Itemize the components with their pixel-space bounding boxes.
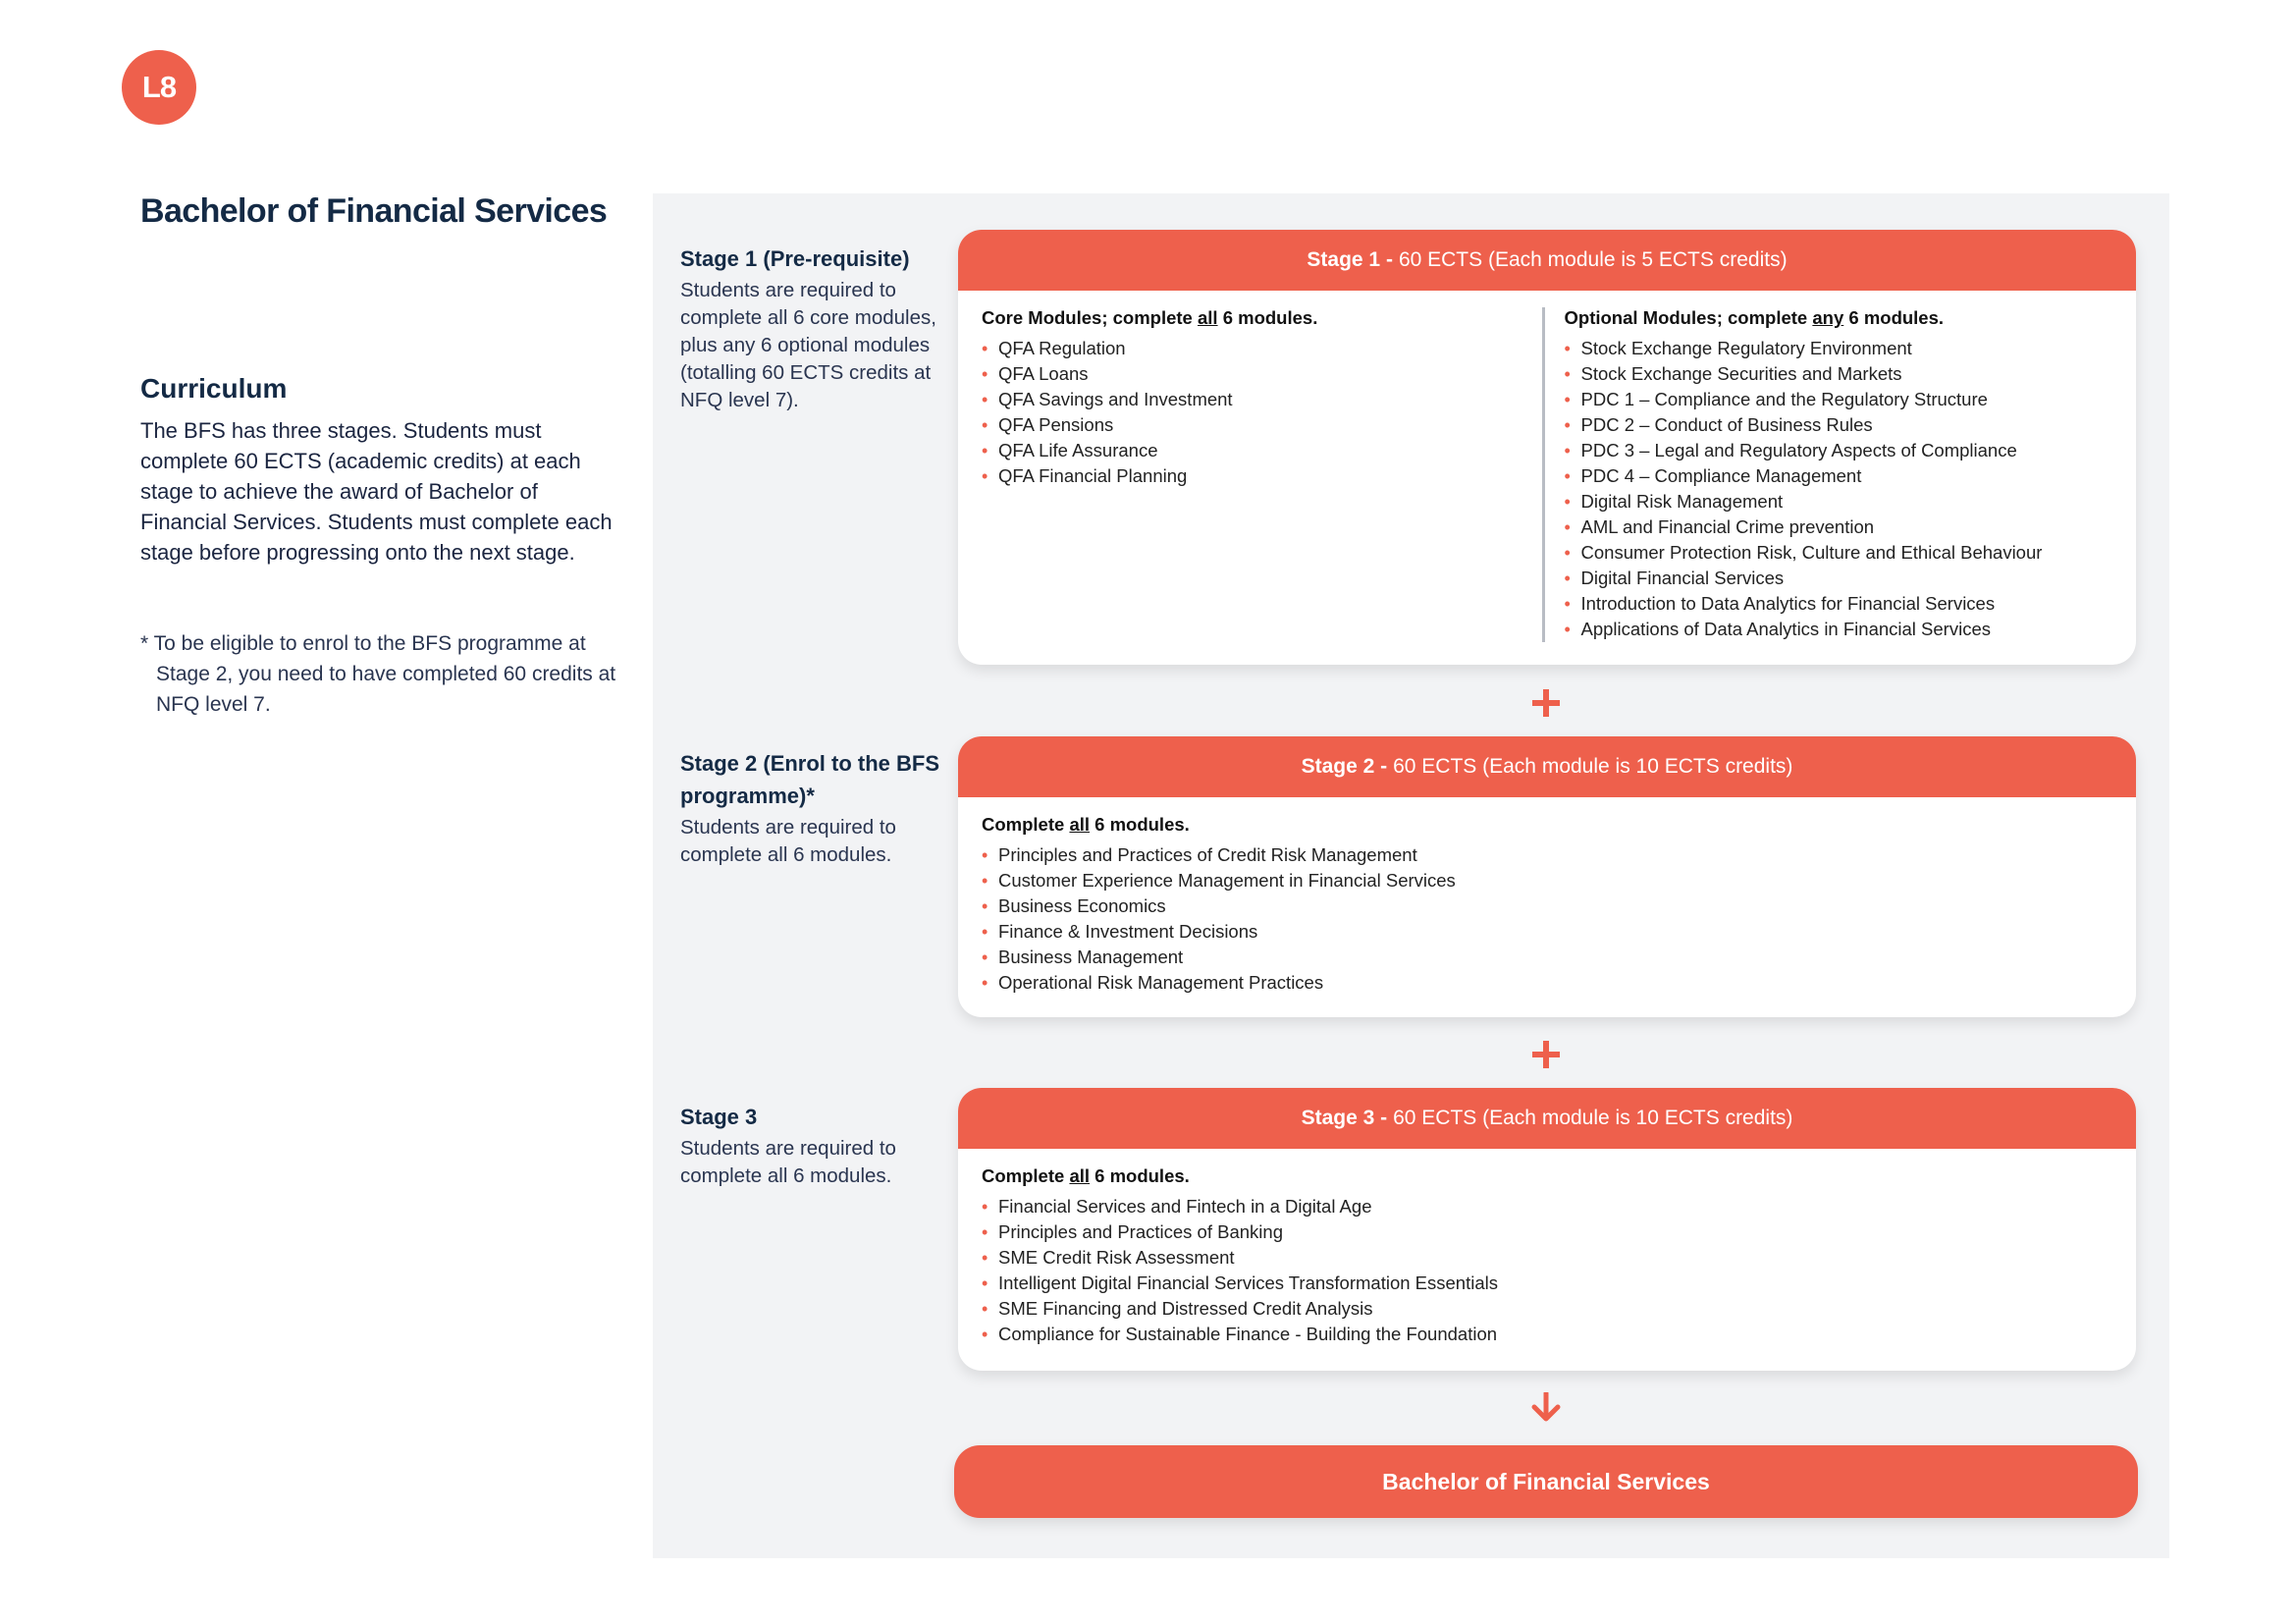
list-item: • Finance & Investment Decisions — [982, 919, 2112, 945]
stage-3-title-post: 6 modules. — [1090, 1165, 1190, 1186]
list-item: • Consumer Protection Risk, Culture and Ethical Behaviour — [1565, 540, 2113, 566]
list-item: • PDC 4 – Compliance Management — [1565, 463, 2113, 489]
core-title-pre: Core Modules; complete — [982, 307, 1198, 328]
arrow-down-icon — [1531, 1392, 1561, 1422]
stage-2-title-post: 6 modules. — [1090, 814, 1190, 835]
list-item: • Digital Financial Services — [1565, 566, 2113, 591]
list-item: • SME Financing and Distressed Credit Analysis — [982, 1296, 2112, 1322]
optional-title-post: 6 modules. — [1843, 307, 1945, 328]
stage-1-label — [680, 243, 945, 414]
optional-title-pre: Optional Modules; complete — [1564, 307, 1813, 328]
core-title-emphasis: all — [1197, 307, 1218, 328]
stage-2-header-bold: Stage 2 - — [1301, 755, 1388, 778]
optional-modules-title — [1565, 307, 2113, 329]
page-title: Bachelor of Financial Services — [140, 192, 608, 230]
list-item: • QFA Loans — [982, 361, 1530, 387]
stage-3-label-text: Students are required to complete all 6 modules. — [680, 1137, 896, 1187]
list-item: • PDC 1 – Compliance and the Regulatory Structure — [1565, 387, 2113, 412]
stage-2-label — [680, 747, 945, 869]
list-item: • Stock Exchange Regulatory Environment — [1565, 336, 2113, 361]
stage-1-label-title: Stage 1 (Pre-requisite) — [680, 246, 910, 271]
stage-3-header-bold: Stage 3 - — [1301, 1107, 1388, 1129]
stage-2-header — [958, 736, 2136, 797]
stage-2-label-text: Students are required to complete all 6 modules. — [680, 816, 896, 866]
list-item: • QFA Pensions — [982, 412, 1530, 438]
stage-3-body — [958, 1149, 2136, 1347]
list-item: • Principles and Practices of Banking — [982, 1219, 2112, 1245]
stage-2-label-title: Stage 2 (Enrol to the BFS programme)* — [680, 751, 940, 808]
stage-2-title-emphasis: all — [1069, 814, 1091, 835]
stage-2-modules-list — [982, 842, 2112, 996]
core-title-post: 6 modules. — [1217, 307, 1318, 328]
stage-3-card — [958, 1088, 2136, 1371]
curriculum-title: Curriculum — [140, 373, 288, 404]
list-item: • Business Management — [982, 945, 2112, 970]
plus-icon — [1532, 689, 1560, 717]
stage-1-body — [958, 291, 2136, 642]
optional-title-emphasis: any — [1812, 307, 1844, 328]
stage-3-label-title: Stage 3 — [680, 1105, 758, 1129]
optional-modules-column — [1542, 307, 2113, 642]
stage-3-label — [680, 1101, 945, 1190]
list-item: • Business Economics — [982, 893, 2112, 919]
list-item: • Intelligent Digital Financial Services Transformation Essentials — [982, 1271, 2112, 1296]
plus-icon — [1532, 1041, 1560, 1068]
list-item: • Applications of Data Analytics in Financial Services — [1565, 617, 2113, 642]
eligibility-note — [140, 628, 621, 720]
stage-1-header-text: 60 ECTS (Each module is 5 ECTS credits) — [1398, 248, 1788, 271]
list-item: • Financial Services and Fintech in a Digital Age — [982, 1194, 2112, 1219]
stage-1-card — [958, 230, 2136, 665]
list-item: • Digital Risk Management — [1565, 489, 2113, 514]
list-item: • Customer Experience Management in Financial Services — [982, 868, 2112, 893]
list-item: • PDC 3 – Legal and Regulatory Aspects of Compliance — [1565, 438, 2113, 463]
stage-2-card — [958, 736, 2136, 1017]
list-item: • PDC 2 – Conduct of Business Rules — [1565, 412, 2113, 438]
list-item: • QFA Life Assurance — [982, 438, 1530, 463]
stage-3-modules-list — [982, 1194, 2112, 1347]
stage-3-header-text: 60 ECTS (Each module is 10 ECTS credits) — [1393, 1107, 1793, 1129]
stage-2-header-text: 60 ECTS (Each module is 10 ECTS credits) — [1393, 755, 1793, 778]
list-item: • Principles and Practices of Credit Risk Management — [982, 842, 2112, 868]
core-modules-column — [982, 307, 1530, 642]
stage-1-label-text: Students are required to complete all 6 core modules, plus any 6 optional modules (totalling 60 ECTS credits at NFQ level 7). — [680, 279, 936, 411]
optional-modules-list — [1565, 336, 2113, 642]
list-item: • Compliance for Sustainable Finance - Building the Foundation — [982, 1322, 2112, 1347]
list-item: • QFA Financial Planning — [982, 463, 1530, 489]
stage-2-body — [958, 797, 2136, 996]
stage-2-title-pre: Complete — [982, 814, 1070, 835]
list-item: • QFA Savings and Investment — [982, 387, 1530, 412]
core-modules-title — [982, 307, 1530, 329]
page-header — [140, 192, 631, 231]
stage-1-header-bold: Stage 1 - — [1307, 248, 1393, 271]
final-award-banner: Bachelor of Financial Services — [954, 1445, 2138, 1518]
list-item: • Introduction to Data Analytics for Financial Services — [1565, 591, 2113, 617]
list-item: • Operational Risk Management Practices — [982, 970, 2112, 996]
list-item: • QFA Regulation — [982, 336, 1530, 361]
stage-1-header — [958, 230, 2136, 291]
stage-3-modules-column — [982, 1165, 2112, 1347]
stage-3-header — [958, 1088, 2136, 1149]
level-badge: L8 — [122, 50, 196, 125]
list-item: • Stock Exchange Securities and Markets — [1565, 361, 2113, 387]
list-item: • SME Credit Risk Assessment — [982, 1245, 2112, 1271]
stage-2-modules-column — [982, 814, 2112, 996]
eligibility-note-text: * To be eligible to enrol to the BFS programme at Stage 2, you need to have completed 60 credits at NFQ level 7. — [140, 632, 616, 716]
stage-3-title-pre: Complete — [982, 1165, 1070, 1186]
stage-3-title-emphasis: all — [1069, 1165, 1091, 1186]
stage-3-modules-title — [982, 1165, 2112, 1187]
stage-2-modules-title — [982, 814, 2112, 836]
core-modules-list — [982, 336, 1530, 489]
list-item: • AML and Financial Crime prevention — [1565, 514, 2113, 540]
curriculum-description: The BFS has three stages. Students must complete 60 ECTS (academic credits) at each stage to achieve the award of Bachelor of Financial Services. Students must complete each stage before progressing onto the next stage. — [140, 418, 613, 565]
